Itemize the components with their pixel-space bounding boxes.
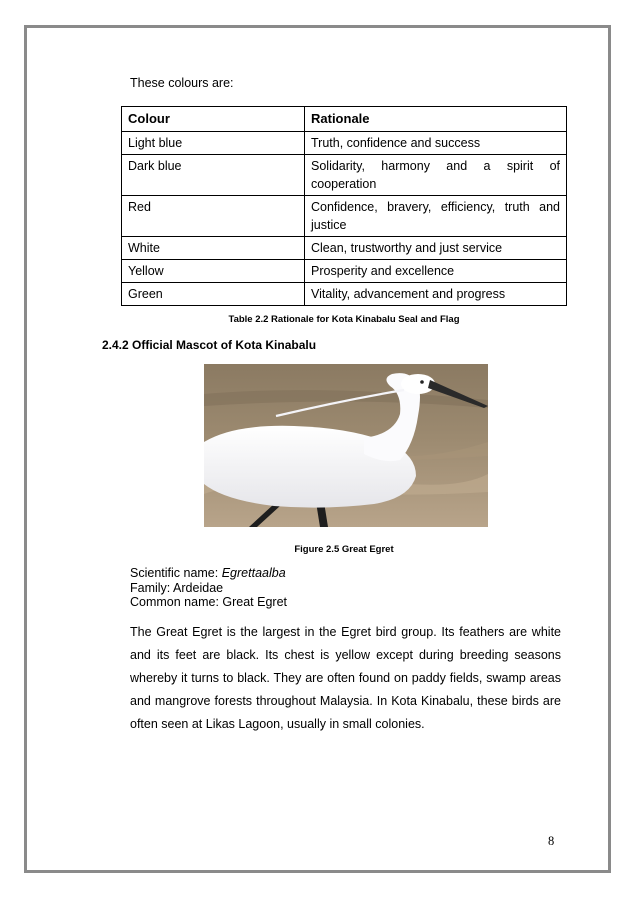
table-row xyxy=(122,283,567,306)
intro-text: These colours are: xyxy=(130,76,234,90)
rationale-cell: Solidarity, harmony and a spirit of cooperation xyxy=(305,155,567,196)
colour-cell: Dark blue xyxy=(122,155,305,196)
colour-cell: Yellow xyxy=(122,260,305,283)
egret-description-paragraph: The Great Egret is the largest in the Egret bird group. Its feathers are white and its feet are black. Its chest is yellow except during breeding seasons whereby it turns to black. They are often found on paddy fields, swamp areas and mangrove forests throughout Malaysia. In Kota Kinabalu, these birds are often seen at Likas Lagoon, usually in small colonies. xyxy=(130,625,561,731)
colour-cell: Green xyxy=(122,283,305,306)
table-header-row xyxy=(122,107,567,132)
rationale-cell: Confidence, bravery, efficiency, truth and justice xyxy=(305,196,567,237)
colour-cell: Light blue xyxy=(122,132,305,155)
rationale-cell: Clean, trustworthy and just service xyxy=(305,237,567,260)
column-header-colour: Colour xyxy=(122,107,305,132)
column-header-rationale: Rationale xyxy=(305,107,567,132)
colour-cell: Red xyxy=(122,196,305,237)
great-egret-photo xyxy=(204,364,488,527)
figure-caption: Figure 2.5 Great Egret xyxy=(294,544,394,555)
family-line: Family: Ardeidae xyxy=(130,580,224,595)
rationale-cell: Vitality, advancement and progress xyxy=(305,283,567,306)
common-name-line: Common name: Great Egret xyxy=(130,595,288,609)
colour-cell: White xyxy=(122,237,305,260)
rationale-cell: Truth, confidence and success xyxy=(305,132,567,155)
colour-rationale-table xyxy=(121,106,567,306)
table-row xyxy=(122,237,567,260)
scientific-name-label: Scientific name: xyxy=(130,566,222,580)
page-number: 8 xyxy=(548,834,555,848)
scientific-name-line xyxy=(130,566,287,581)
species-facts xyxy=(130,566,287,610)
table-caption: Table 2.2 Rationale for Kota Kinabalu Seal and Flag xyxy=(228,314,460,325)
section-heading: 2.4.2 Official Mascot of Kota Kinabalu xyxy=(102,338,317,352)
table-row xyxy=(122,155,567,196)
table-row xyxy=(122,260,567,283)
rationale-cell: Prosperity and excellence xyxy=(305,260,567,283)
table-row xyxy=(122,196,567,237)
scientific-name-value: Egrettaalba xyxy=(221,566,286,580)
table-row xyxy=(122,132,567,155)
